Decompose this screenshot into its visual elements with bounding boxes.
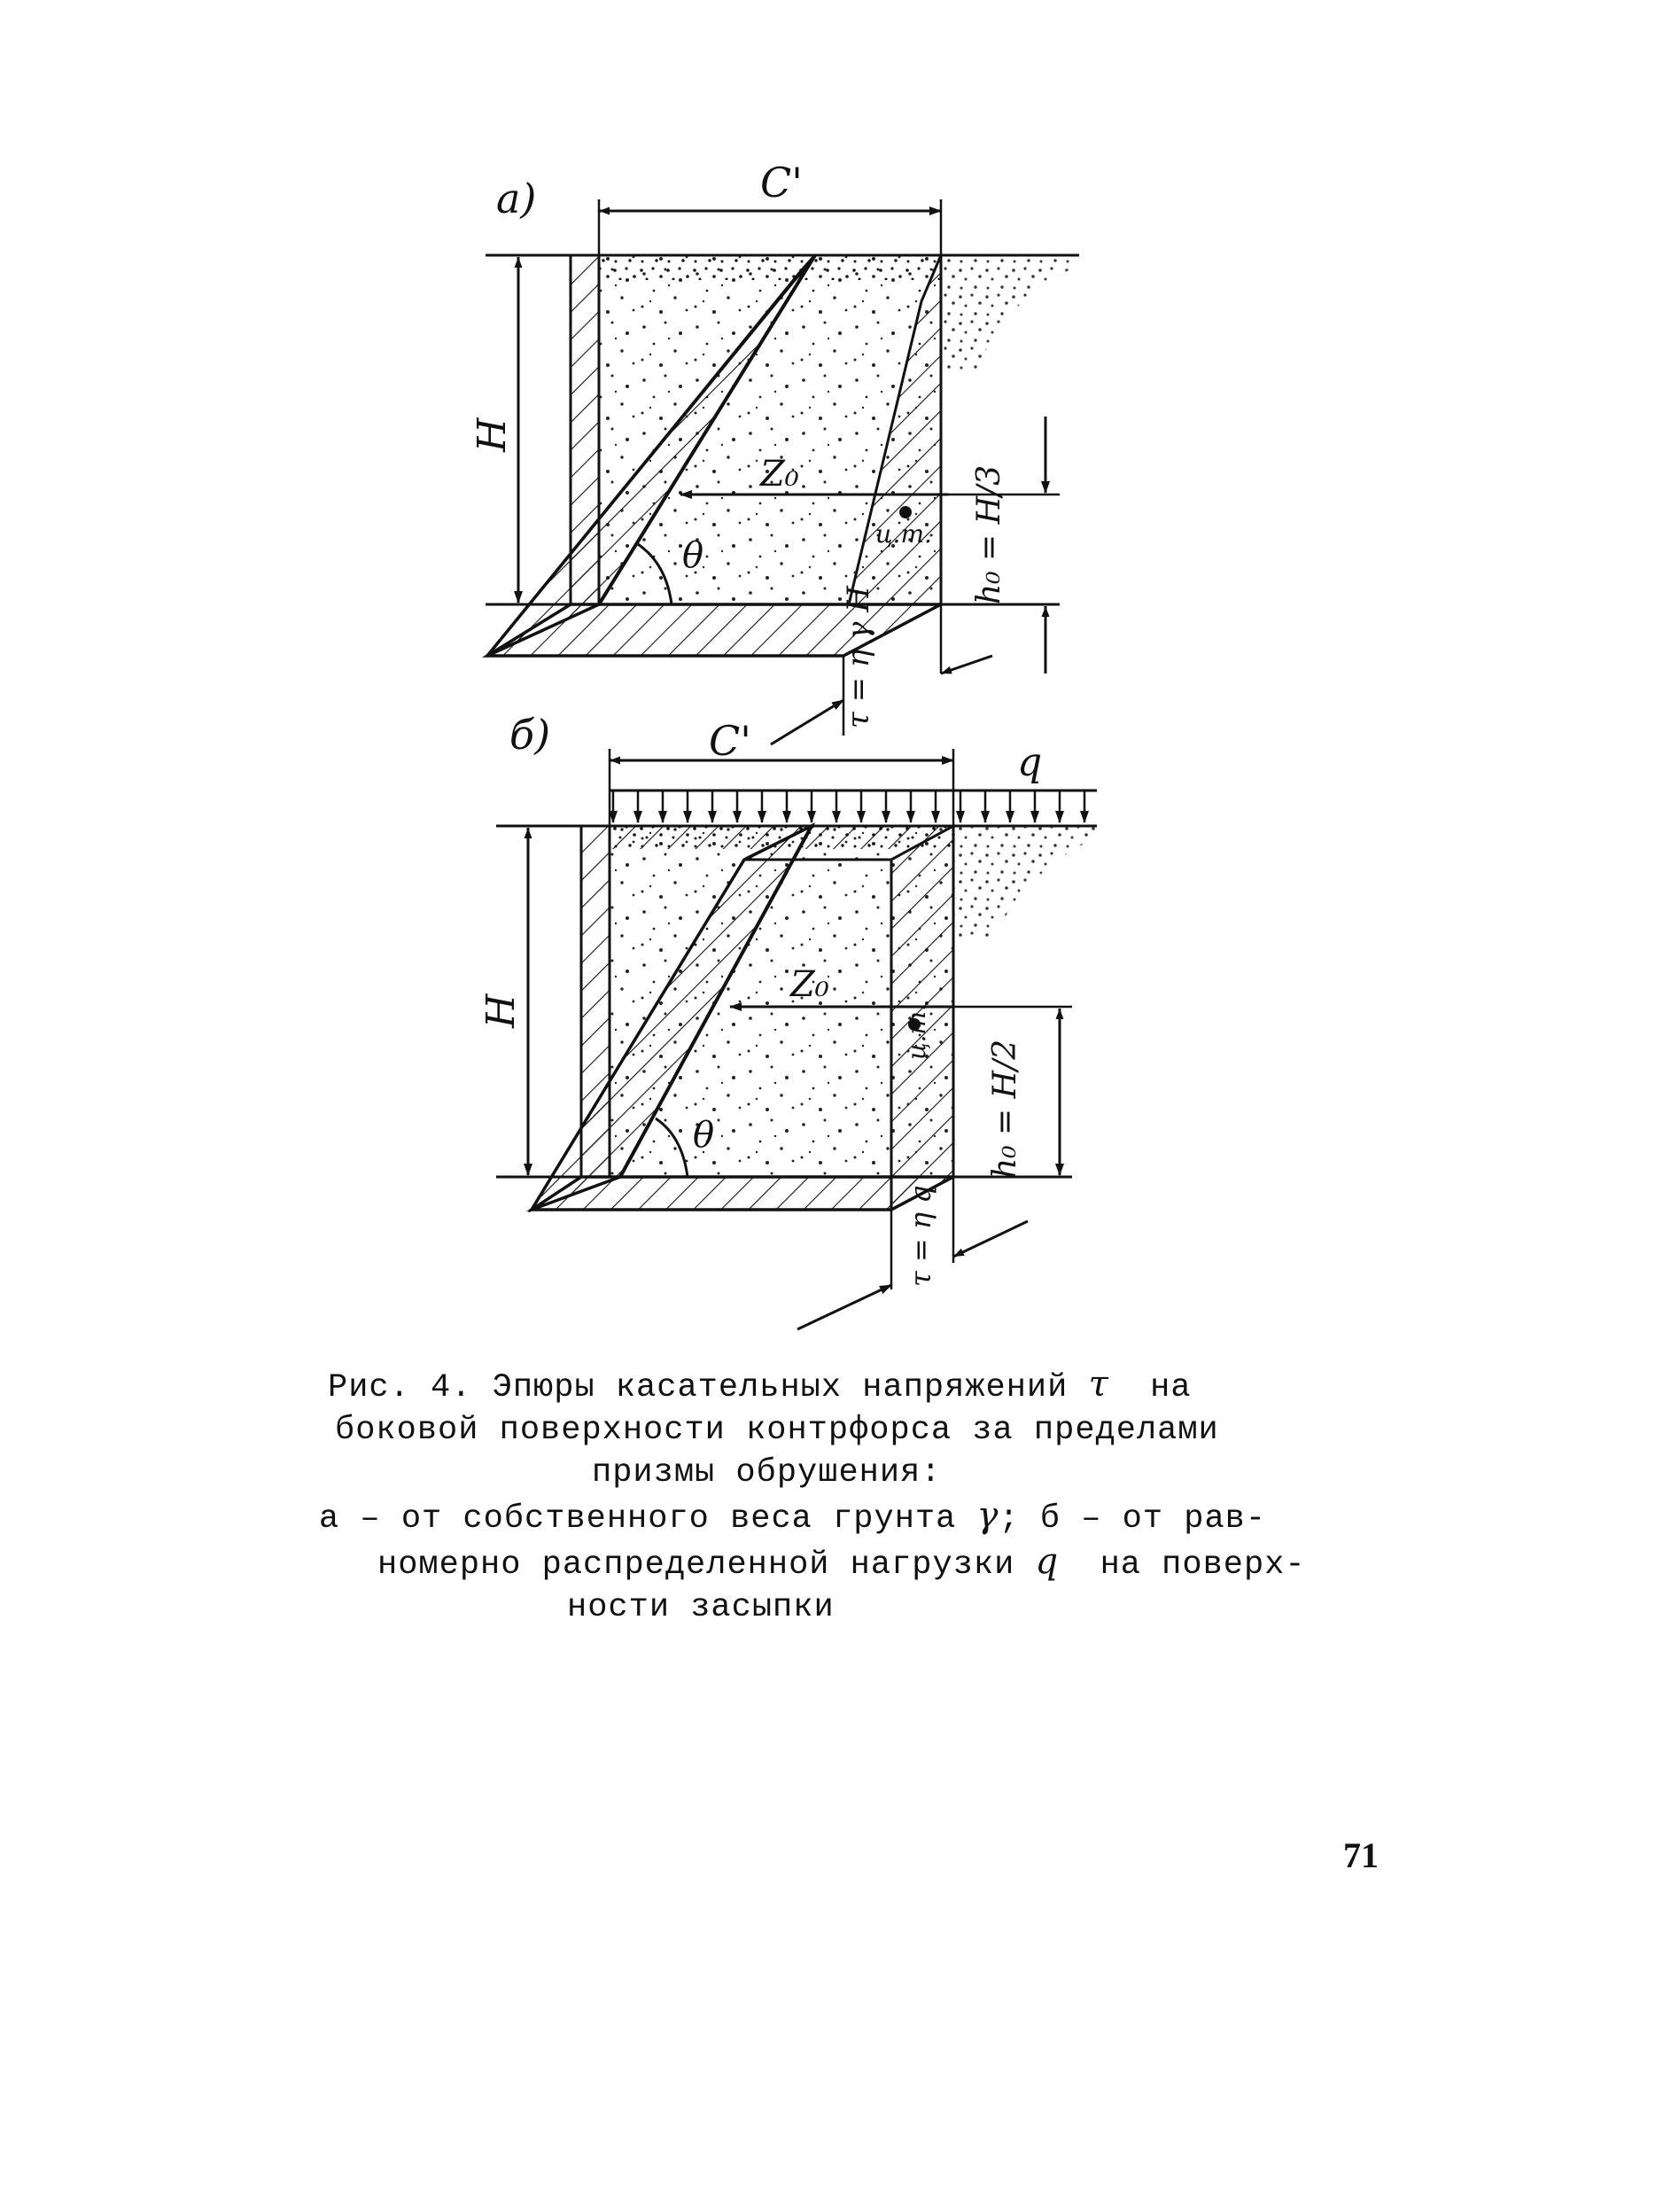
figure-a-tau-label: τ = η γ H (841, 586, 876, 728)
figure-b (478, 711, 1097, 1329)
caption-line-5 (319, 1540, 1347, 1586)
caption-line-3: призмы обрушения: (592, 1454, 942, 1492)
figure-a (470, 159, 1079, 744)
caption-line-1 (319, 1363, 1347, 1409)
caption-tau-symbol: τ (1088, 1364, 1109, 1405)
figure-a-tau-line (771, 700, 843, 744)
figure-b-dim-h-label: H (478, 993, 524, 1028)
figure-a-z0-label: Z₀ (760, 454, 799, 495)
figure-b-dim-c-label: C' (709, 717, 751, 765)
figure-b-load-label: q (1017, 740, 1043, 785)
figure-b-load-arrows (610, 791, 1097, 822)
figure-a-h0-label: h₀ = H/3 (971, 464, 1007, 604)
caption-line-4 (319, 1494, 1347, 1540)
figure-a-angle-label: θ (682, 535, 704, 576)
figure-b-center-label: ц.т. (902, 1003, 931, 1060)
figure-b-label: б) (509, 711, 551, 759)
figure-b-tau-label: τ = η q (904, 1185, 937, 1287)
caption-line-1-end: на (1150, 1369, 1192, 1406)
caption-q-symbol: q (1035, 1541, 1060, 1582)
figure-a-dim-h-label: H (470, 417, 515, 452)
figure-b-z0-label: Z₀ (790, 964, 829, 1005)
caption-line-5-end: на поверх- (1100, 1546, 1306, 1584)
caption-line-2: боковой поверхности контрфорса за пределами (335, 1412, 1219, 1449)
caption-line-1-text: Рис. 4. Эпюры касательных напряжений (328, 1369, 1069, 1406)
figure-b-epure-base (532, 1177, 953, 1210)
caption-gamma-symbol: γ (976, 1495, 999, 1536)
caption-line-4-text: а – от собственного веса грунта (319, 1500, 957, 1538)
caption-line-5-text: номерно распределенной нагрузки (377, 1546, 1015, 1584)
caption-line-6: ности засыпки (567, 1589, 835, 1626)
figure-b-h0-label: h₀ = H/2 (987, 1039, 1023, 1179)
figure-b-angle-label: θ (693, 1115, 715, 1156)
page-number: 71 (1343, 1835, 1379, 1875)
figure-a-label: а) (496, 175, 537, 222)
figure-a-center-label: ц.т. (875, 519, 932, 549)
figure-a-center-dot (899, 506, 912, 518)
figure-b-tau-line (797, 1285, 891, 1329)
figure-caption (319, 1363, 1347, 1629)
caption-line-4-end: ; б – от рав- (999, 1500, 1267, 1538)
figure-a-dim-c-label: C' (760, 159, 803, 206)
